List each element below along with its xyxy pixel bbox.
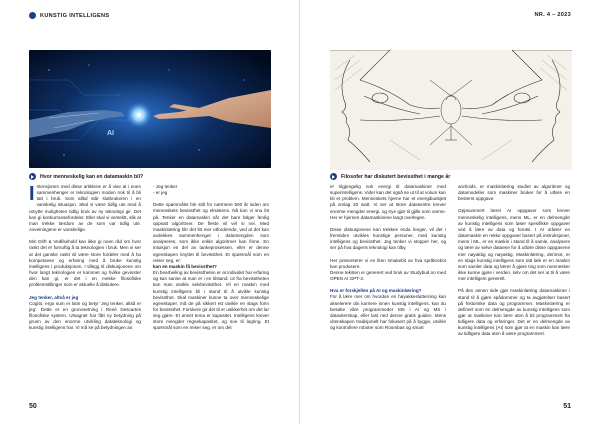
section-title: KUNSTIG INTELLIGENS: [40, 12, 110, 19]
right-page: [300, 0, 600, 424]
paragraph: En bearbeiling av bevisstheten er at individet har erfaring og kan sanse at man er i en tilstand. Ut fra bevisstheten kan man utvikle selvbevissthet. Vil en maskin med kunstig intelligens bli i stand til å utvikle kunstig bevissthet. Skal maskiner kunne ta over menneskelige egenskaper, må de på sikkert ett utvikle en slags form for bevissthet. Forskere gir det til er usikkerhet om det lar seg gjøre. Et annet tema er kapasitet. Intelligens krever store mengder regnekapasitet, og noe til lagring. Et spørsmål som en reiser seg, er om det: [153, 270, 269, 331]
paragraph: er tilgjengelig nok energi til datamaskiner med superintelligens. Vider kan det også se ut til at volum kan bli et problem. Menneskets hjerne har et energibudsjett på omlag 20 watt. Vi ser at store datasentre krever enorme mengder energi, og trye gjør til gjille som varme. Her er hjernen datamaskinene langt overlegen.: [330, 184, 446, 220]
subheading: Jeg tenker, altså er jeg: [29, 294, 79, 300]
drop-cap: I: [29, 183, 35, 205]
section-header: [29, 12, 109, 19]
left-column-2: [153, 184, 269, 332]
caption-arrow-icon: [330, 173, 337, 180]
paragraph: Cogito, ergo sum er latin og betyr 'Jeg tenker, altså er jeg'. Dette er en grunnsetning i René Descartes filosofiske system. Utsagnet har fått ny betydning på grunn av den enorme utvikling datateknologi og kunstig intelligens har. Vi må se på betydningen av:: [29, 300, 141, 331]
left-caption-text: Hvor menneskelig kan en datamaskin bli?: [40, 174, 144, 180]
paragraph: Min Drift & Vedlikehold kan ikke gi noen råd om hvor raskt det er fornuftig å ta teknologien i bruk. Men vi ser at det ganske raskt vil være store fordeler med å ha kompetanse og erfaring med å bruke kunstig intelligens i produksjonen. I tillegg til diskusjonene om hvor langt teknologien er kommet og hvilke gevinster den kan gi, er det i en mekke filosofiske problemstillinger som er aktuelle å diskutere.: [29, 239, 141, 288]
list-lines: - Jeg tenker - er jeg: [153, 184, 178, 196]
paragraph: For å lære mer om hvordan en høyakkeslutterning kan akselerere din karriere innen kunstig intelligens, kan du besøke våre programmeder MS i AI og MS i dataviterskap, eller last ned denne gratis guiden. Mens vitenskapen tradisjonelt har fokusert på å bygge, utvikle og kontrollere roboter som Roombas og smart: [330, 294, 446, 331]
ai-hand-photo: [29, 50, 271, 168]
page-number-left: 50: [29, 403, 37, 410]
paragraph: Disse diskusjonene kan trekkes enda lenger, vil det i fremtiden utvikles kunstige personer, med kunstig intelligens og bevissthet. Jeg tenker vi stopper her, og ser på hva dagens teknologi kan tilby.: [330, 226, 446, 251]
left-column-1: [29, 184, 141, 331]
right-column-2: [458, 184, 570, 338]
paragraph: ntensjonen med disse artiklene er å vise at i noen sammenhenger er teknologien moden nok til å bli tatt i bruk. Som alltid står slutbrukeren i en vanskelig situasjon. Skal vi være tidlig ute med å utnytte muligheten tidlig bruk av ny teknologi gir. Det kan gi konkurransefordeler. Eller skal vi ventelitt, slik at man trekke lærdom av de som var tidlig ute. Avveiningene er vanskelige.: [29, 184, 141, 233]
ai-hand-illustration: [29, 50, 271, 168]
paragraph: På den annen side gjør maskinlæring datamaskiner i stand til å gjøre spådommer og ta avgjørelser basert på historiske data og programmer. Maskinlæring er definert som en delmengde av kunstig intelligens som gjør at maskiner kan lære uten å bli programmert fra tidligere data og erfaringer. Det er en delmengde av kunstig intelligens (AI) som gjør at en maskin kan lære av tidligere data uten å være programmert.: [458, 288, 570, 337]
right-image-caption: [330, 174, 450, 180]
svg-text:AI: AI: [107, 130, 114, 137]
question-line: kan en maskin få bevissthet?: [153, 263, 217, 269]
right-caption-text: Filosofer har diskutert bevissthet i mange år: [341, 174, 451, 180]
paragraph: Her presenterer vi en liten smakebit av hva språkrobot kan produsere.: [330, 257, 446, 269]
right-column-1: [330, 184, 446, 331]
paragraph: Dette spørsmålet ble stilt for nærmere 500 år siden om menneskets bevissthet og eksistens. Nå kan vi snu litt på. Tenker en datamaskin når det bare følger ferdig oppsatt algoritmer. De fleste vil vel si nei. Med maskinlæring blir det litt mer utfordrende, ved at det kan avdekkes sammenhenger i datamengden som analyseres, som ikke enkle algoritmer kan finne. En intuisjon en del av tankeprosessen, eller er denne egenskapen knyttet til bevissthet. Et spørsmål som en reiser seg, er:: [153, 202, 269, 263]
paragraph: Denne teksten er generert ved bruk av Studybud.no med OPEN AI GPT-3.: [330, 269, 446, 282]
subheading: Hva er forskjellen på AI og maskinlæring?: [330, 288, 422, 294]
caption-arrow-icon: [29, 173, 36, 180]
issue-label: NR. 4 – 2023: [534, 12, 571, 18]
section-bullet-icon: [29, 12, 36, 19]
paragraph: Oppsummert lærer AI oppgaver som krever menneskelig intelligens, mens ML, er en delmengde av kunstig intelligens som løser spesifikke oppgaver ved å lære av data og forutsi. I AI utfører en datamaskin en rekke oppgaver basert på instruksjoner, mens i ML, er en maskin i stand til å samle, analysere og lære av selve dataene for å utføre disse oppgavene mer nøyaktig og nøyaktig. Maskinlæring, derimot, er en slags kunstig intelligens som tatt læk er en maskin som samler data og lærer å gjøre ting som mennesker ikke kunne gjøre i verden, selv om det ser ut til å være mer intelligent generelt.: [458, 208, 570, 282]
page-number-right: 51: [563, 403, 571, 410]
left-image-caption: [29, 174, 143, 180]
engraving-illustration: [330, 50, 572, 170]
paragraph: androids, er maskinlæring studiet av algoritmer og datamodeller som maskiner bruker for å utføre en bestemt oppgave.: [458, 184, 570, 202]
philosopher-engraving: [330, 50, 572, 170]
